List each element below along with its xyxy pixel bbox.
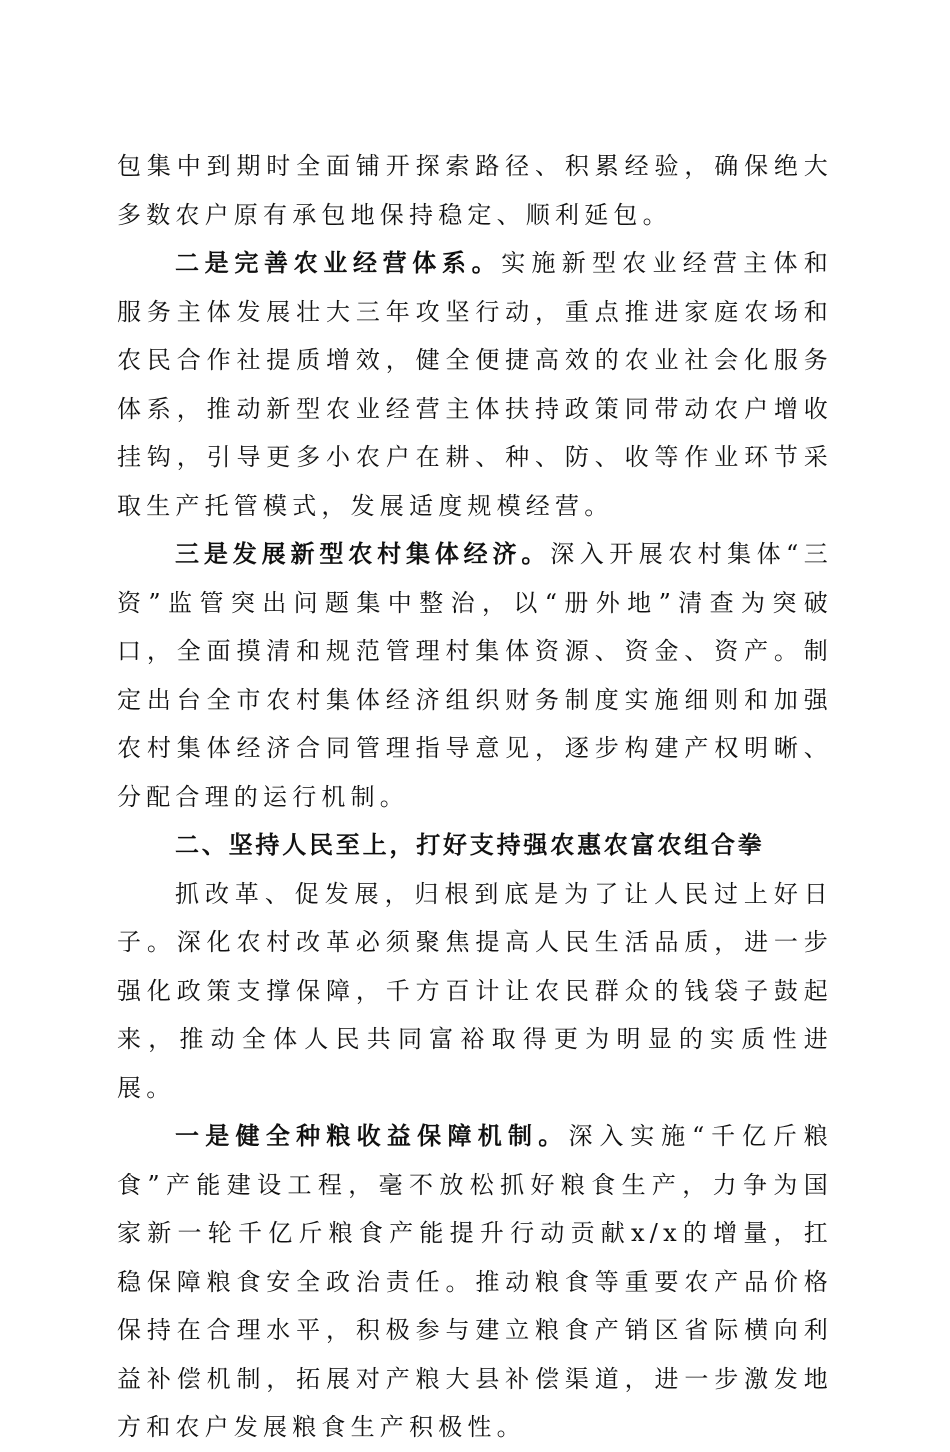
paragraph-collective-economy (117, 530, 833, 821)
section-heading-text: 二、坚持人民至上，打好支持强农惠农富农组合拳 (175, 831, 765, 859)
paragraph-text: 深入开展农村集体“三资”监管突出问题集中整治，以“册外地”清查为突破口，全面摸清和规范管理村集体资源、资金、资产。制定出台全市农村集体经济组织财务制度实施细则和加强农村集体经济合同管理指导意见，逐步构建产权明晰、分配合理的运行机制。 (117, 540, 833, 811)
paragraph-lead-heading: 二是完善农业经营体系。 (175, 249, 502, 277)
paragraph-agricultural-operation-system (117, 239, 833, 530)
paragraph-text: 包集中到期时全面铺开探索路径、积累经验，确保绝大多数农户原有承包地保持稳定、顺利延包。 (117, 152, 833, 229)
document-page (117, 142, 833, 1452)
section-heading (117, 821, 833, 870)
paragraph-lead-heading: 一是健全种粮收益保障机制。 (175, 1122, 569, 1150)
paragraph-text: 深入实施“千亿斤粮食”产能建设工程，毫不放松抓好粮食生产，力争为国家新一轮千亿斤粮食产能提升行动贡献x/x的增量，扛稳保障粮食安全政治责任。推动粮食等重要农产品价格保持在合理水平，积极参与建立粮食产销区省际横向利益补偿机制，拓展对产粮大县补偿渠道，进一步激发地方和农户发展粮食生产积极性。 (117, 1122, 833, 1441)
paragraph-text: 实施新型农业经营主体和服务主体发展壮大三年攻坚行动，重点推进家庭农场和农民合作社提质增效，健全便捷高效的农业社会化服务体系，推动新型农业经营主体扶持政策同带动农户增收挂钩，引导更多小农户在耕、种、防、收等作业环节采取生产托管模式，发展适度规模经营。 (117, 249, 833, 520)
paragraph-grain-income-guarantee (117, 1112, 833, 1452)
paragraph-lead-heading: 三是发展新型农村集体经济。 (175, 540, 551, 568)
paragraph-people-first (117, 870, 833, 1113)
paragraph-text: 抓改革、促发展，归根到底是为了让人民过上好日子。深化农村改革必须聚焦提高人民生活品质，进一步强化政策支撑保障，千方百计让农民群众的钱袋子鼓起来，推动全体人民共同富裕取得更为明显的实质性进展。 (117, 879, 833, 1102)
paragraph-continuation (117, 142, 833, 239)
